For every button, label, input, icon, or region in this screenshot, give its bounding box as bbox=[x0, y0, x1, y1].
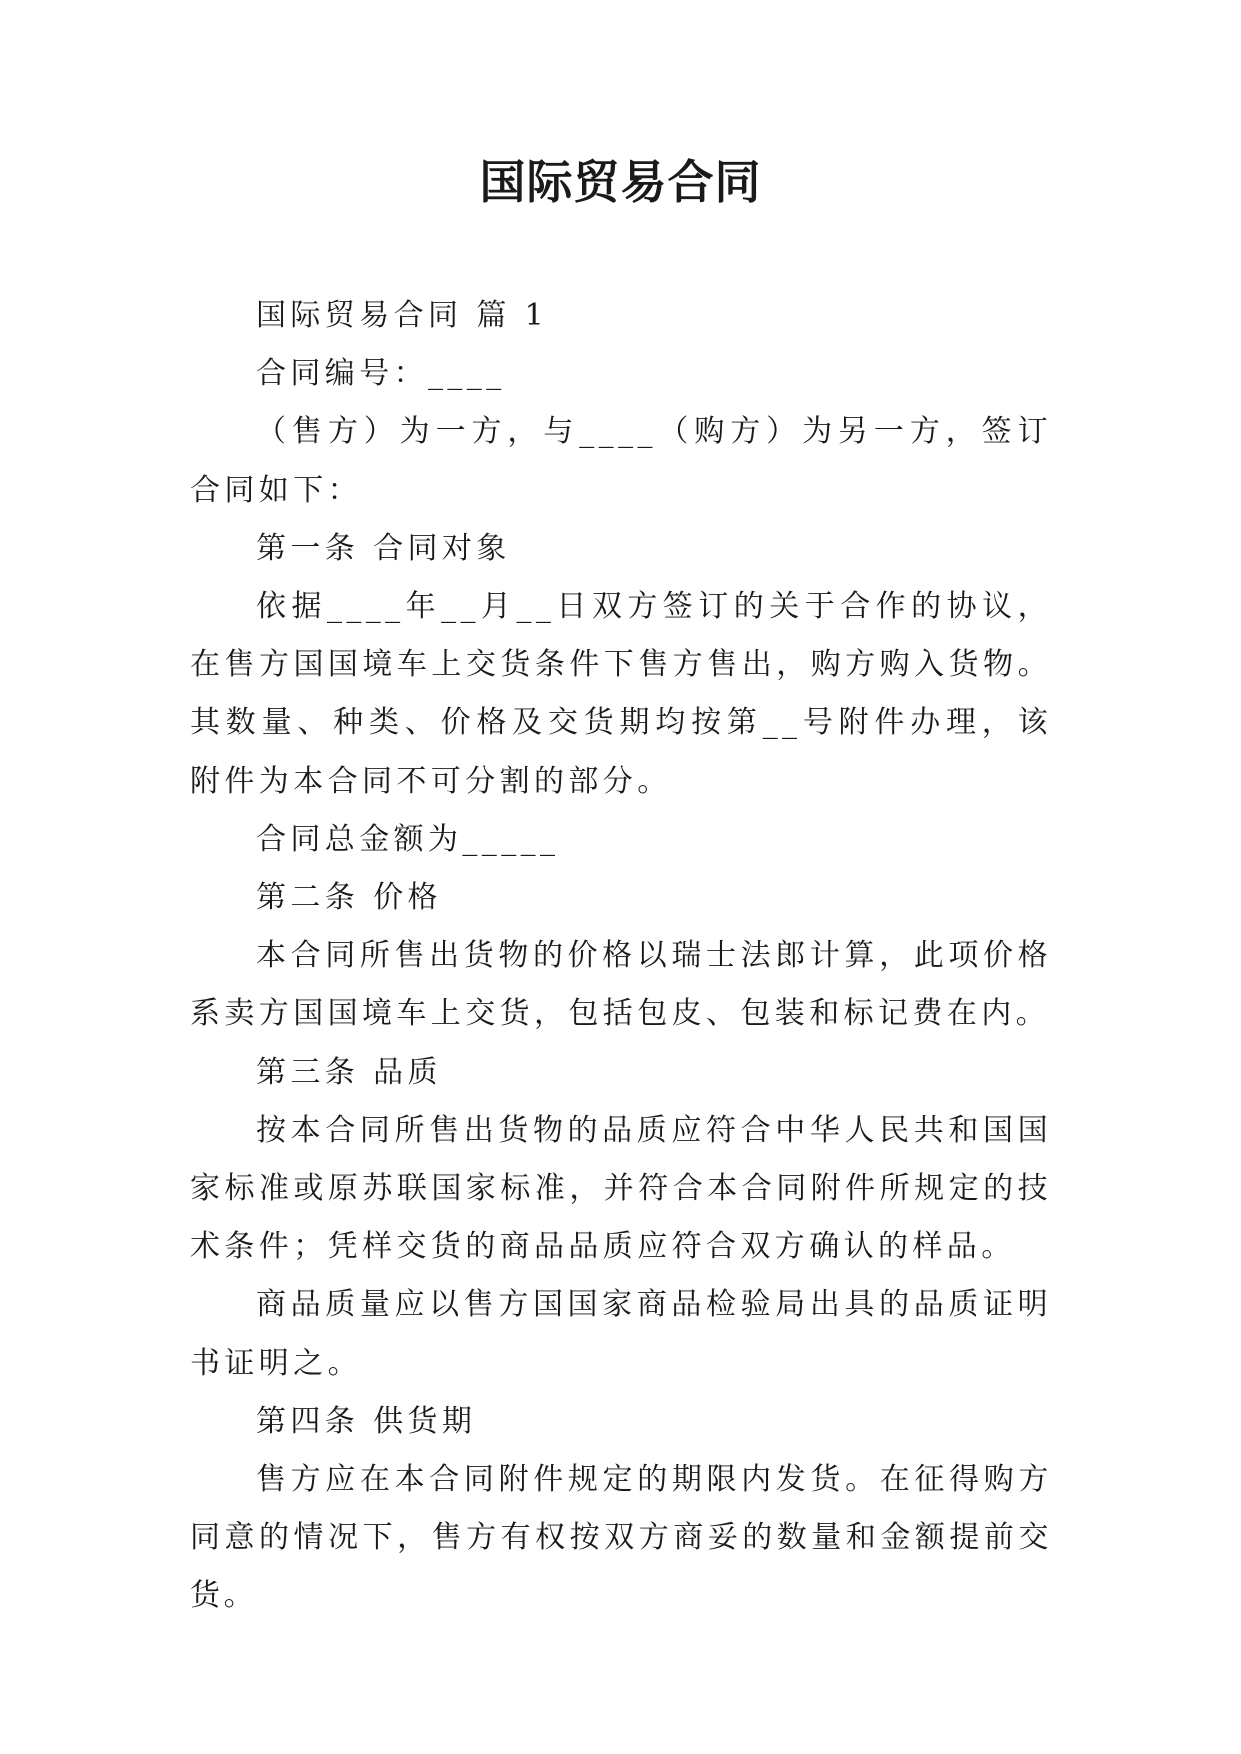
article-3-heading: 第三条 品质 bbox=[256, 1054, 442, 1090]
parties-paragraph: （售方）为一方，与____（购方）为另一方，签订合同如下： bbox=[190, 414, 1052, 508]
document-body bbox=[190, 287, 1052, 1626]
document-title: 国际贸易合同 bbox=[479, 155, 762, 209]
total-amount: 合同总金额为_____ bbox=[256, 821, 560, 857]
article-4-heading: 第四条 供货期 bbox=[256, 1403, 477, 1439]
article-2-text: 本合同所售出货物的价格以瑞士法郎计算，此项价格系卖方国国境车上交货，包括包皮、包装和标记费在内。 bbox=[190, 938, 1052, 1032]
article-3-text-2: 商品质量应以售方国国家商品检验局出具的品质证明书证明之。 bbox=[190, 1287, 1052, 1381]
article-1-text: 依据____年__月__日双方签订的关于合作的协议，在售方国国境车上交货条件下售方售出，购方购入货物。其数量、种类、价格及交货期均按第__号附件办理，该附件为本合同不可分割的部分。 bbox=[190, 589, 1052, 799]
article-1-heading: 第一条 合同对象 bbox=[256, 530, 511, 566]
section-heading: 国际贸易合同 篇 1 bbox=[256, 298, 549, 333]
contract-number: 合同编号：____ bbox=[256, 356, 506, 392]
article-4-text: 售方应在本合同附件规定的期限内发货。在征得购方同意的情况下，售方有权按双方商妥的数量和金额提前交货。 bbox=[190, 1462, 1052, 1614]
article-3-text: 按本合同所售出货物的品质应符合中华人民共和国国家标准或原苏联国家标准，并符合本合同附件所规定的技术条件；凭样交货的商品品质应符合双方确认的样品。 bbox=[190, 1112, 1052, 1265]
article-2-heading: 第二条 价格 bbox=[256, 880, 442, 916]
